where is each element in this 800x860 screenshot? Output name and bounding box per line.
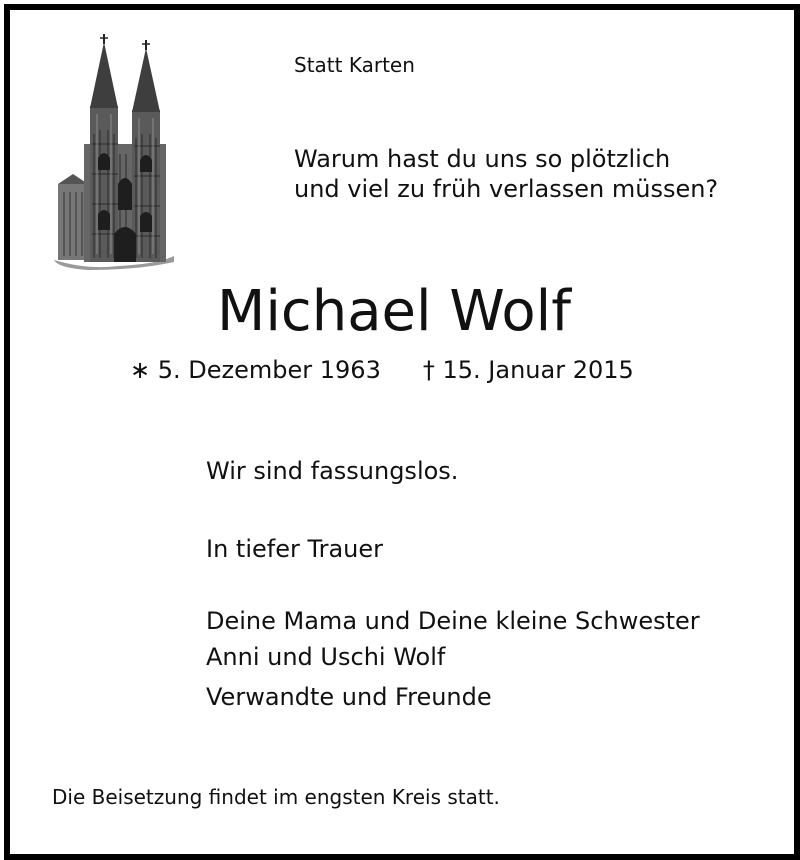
quote [294, 144, 718, 204]
death-date: 15. Januar 2015 [442, 356, 634, 384]
quote-line: Warum hast du uns so plötzlich [294, 145, 671, 173]
burial-note: Die Beisetzung findet im engsten Kreis statt. [52, 785, 500, 809]
family-block [206, 603, 700, 675]
notice-text: Statt Karten [294, 53, 415, 77]
statement-text: Wir sind fassungslos. [206, 457, 459, 485]
deceased-name [0, 280, 800, 344]
death-symbol: † [422, 356, 435, 384]
others-text: Verwandte und Freunde [206, 683, 492, 711]
birth-date: 5. Dezember 1963 [157, 356, 381, 384]
mourning-text: In tiefer Trauer [206, 535, 384, 563]
life-dates [130, 357, 634, 385]
family-line: Anni und Uschi Wolf [206, 643, 446, 671]
cathedral-icon [48, 34, 178, 270]
birth-symbol: ∗ [130, 356, 151, 384]
deceased-name-text: Michael Wolf [217, 279, 571, 344]
quote-line: und viel zu früh verlassen müssen? [294, 175, 719, 203]
family-line: Deine Mama und Deine kleine Schwester [206, 607, 700, 635]
